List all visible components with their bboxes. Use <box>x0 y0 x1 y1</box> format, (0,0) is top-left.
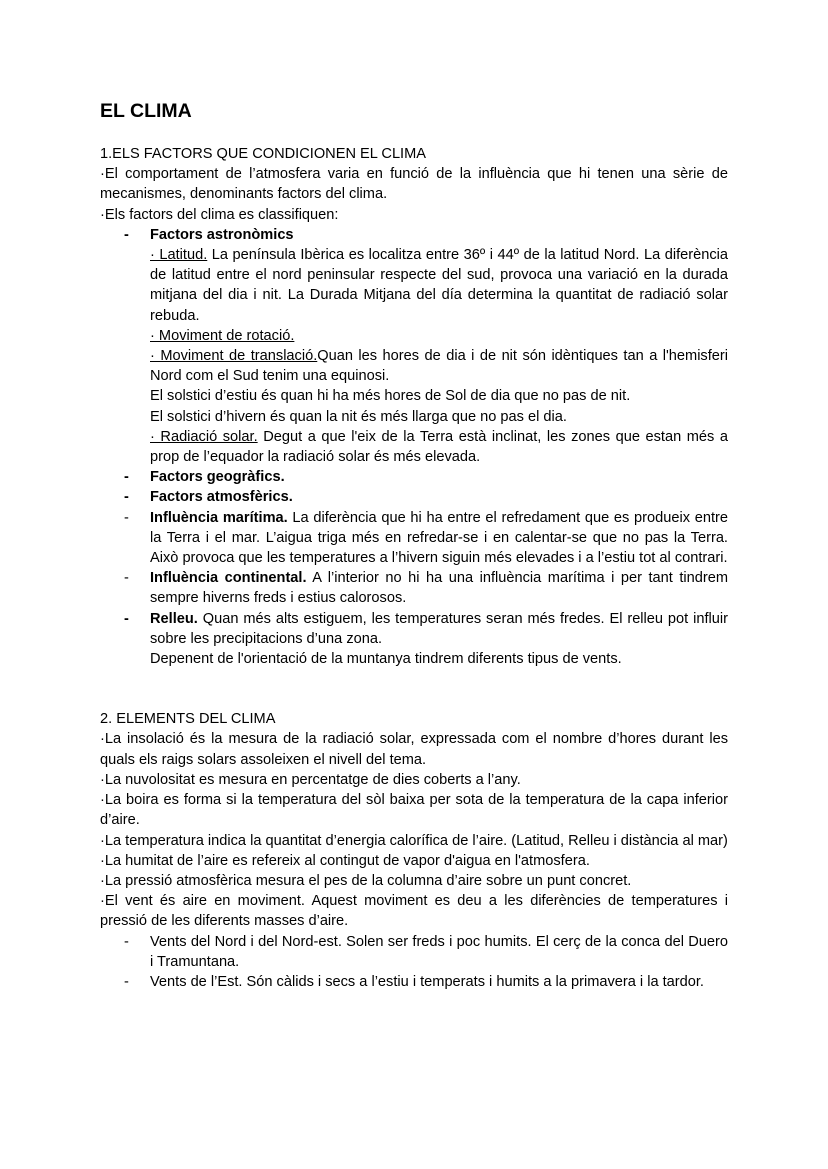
translacio-text: · Moviment de translació.Quan les hores de dia i de nit són idèntiques tan a l'hemisferi Nord com el Sud tenim una equinosi. <box>150 348 729 385</box>
list-item-geografics <box>100 467 728 487</box>
paragraph: ·La humitat de l’aire es refereix al contingut de vapor d'aigua en l'atmosfera. <box>100 852 590 869</box>
paragraph: ·La pressió atmosfèrica mesura el pes de la columna d’aire sobre un punt concret. <box>100 872 632 889</box>
bullet-dash: - <box>124 610 129 627</box>
bullet-dash: - <box>124 226 129 243</box>
bullet-dash: - <box>124 933 129 950</box>
paragraph: ·La insolació és la mesura de la radiació solar, expressada com el nombre d’hores durant les quals els raigs solars assoleixen el nivell del tema. <box>100 731 728 768</box>
list-item-continental <box>100 568 728 608</box>
list-item-relleu <box>100 609 728 670</box>
section-elements <box>100 709 728 992</box>
paragraph: ·El comportament de l’atmosfera varia en funció de la influència que hi tenen una sèrie de mecanismes, denominants factors del clima. <box>100 166 728 203</box>
radiacio-text: · Radiació solar. Degut a que l'eix de la Terra està inclinat, les zones que estan més a prop de l’equador la radiació solar és més elevada. <box>150 428 729 466</box>
list-item-maritima <box>100 508 728 569</box>
page-title: EL CLIMA <box>100 100 192 122</box>
document-content <box>100 98 728 992</box>
bullet-dash: - <box>124 469 129 486</box>
bullet-dash: - <box>124 509 129 526</box>
item-label: Influència continental. <box>150 570 307 587</box>
list-item-vents-nord <box>100 932 728 972</box>
item-text: Vents de l’Est. Són càlids i secs a l’estiu i temperats i humits a la primavera i la tardor. <box>150 973 704 990</box>
section-factors <box>100 144 728 669</box>
translacio-label: · Moviment de translació. <box>150 348 318 365</box>
factors-list <box>100 225 728 669</box>
radiacio-label: · Radiació solar. <box>150 428 258 445</box>
latitud-text: · Latitud. La península Ibèrica es localitza entre 36º i 44º de la latitud Nord. La diferència de latitud entre el nord peninsular respecte del sud, provoca una variació en la durada mitjana del dia i nit. La Durada Mitjana del día determina la quantitat de radiació solar rebuda. <box>150 247 728 324</box>
paragraph: ·Els factors del clima es classifiquen: <box>100 206 339 223</box>
paragraph: ·La temperatura indica la quantitat d’energia calorífica de l’aire. (Latitud, Relleu i distància al mar) <box>100 832 728 849</box>
item-text: Quan més alts estiguem, les temperatures seran més fredes. El relleu pot influir sobre les precipitacions d’una zona. <box>150 610 728 647</box>
item-label: Influència marítima. <box>150 509 288 526</box>
item-text: A l’interior no hi ha una influència marítima i per tant tindrem sempre hiverns freds i estius calorosos. <box>150 570 729 607</box>
bullet-dash: - <box>124 570 129 587</box>
vents-list <box>100 932 728 993</box>
solstici-estiu: El solstici d’estiu és quan hi ha més hores de Sol de dia que no pas de nit. <box>150 388 631 405</box>
list-item-vents-est <box>100 972 728 992</box>
item-label: Relleu. <box>150 610 198 627</box>
item-text: La diferència que hi ha entre el refredament que es produeix entre la Terra i el mar. L’aigua triga més en refredar-se i en calentar-se que no pas la Terra. Això provoca que les temperatures a l’hivern siguin més elevades i a l’estiu tot al contrari. <box>150 509 728 567</box>
item-label: Factors astronòmics <box>150 226 294 243</box>
bullet-dash: - <box>124 973 129 990</box>
paragraph: ·La nuvolositat es mesura en percentatge de dies coberts a l’any. <box>100 771 521 788</box>
section-heading: 2. ELEMENTS DEL CLIMA <box>100 711 276 728</box>
rotacio-label: · Moviment de rotació. <box>150 327 295 344</box>
item-label: Factors atmosfèrics. <box>150 489 293 506</box>
paragraph: ·La boira es forma si la temperatura del sòl baixa per sota de la temperatura de la capa inferior d’aire. <box>100 792 728 829</box>
item-text: Vents del Nord i del Nord-est. Solen ser freds i poc humits. El cerç de la conca del Duero i Tramuntana. <box>150 933 728 970</box>
item-label: Factors geogràfics. <box>150 469 285 486</box>
section-heading: 1.ELS FACTORS QUE CONDICIONEN EL CLIMA <box>100 146 427 162</box>
list-item-astronomics <box>100 225 728 467</box>
solstici-hivern: El solstici d’hivern és quan la nit és més llarga que no pas el dia. <box>150 408 567 425</box>
list-item-atmosferics <box>100 487 728 507</box>
latitud-label: · Latitud. <box>150 247 208 264</box>
item-text: Depenent de l'orientació de la muntanya tindrem diferents tipus de vents. <box>150 651 622 668</box>
paragraph: ·El vent és aire en moviment. Aquest moviment es deu a les diferències de temperatures i pressió de les diferents masses d’aire. <box>100 893 728 930</box>
bullet-dash: - <box>124 489 129 506</box>
